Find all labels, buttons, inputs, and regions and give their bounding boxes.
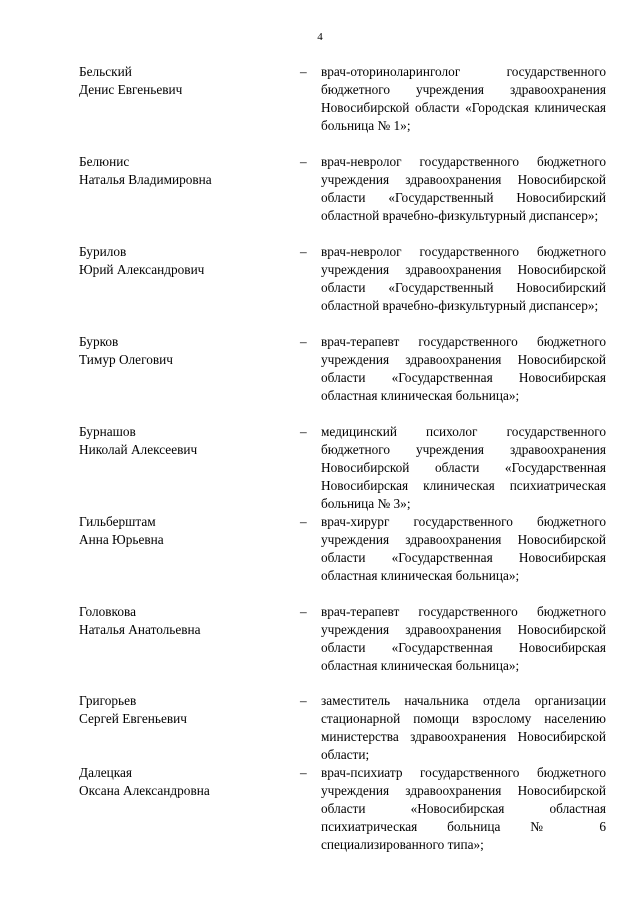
- position-description: врач-хирург государственного бюджетного учреждения здравоохранения Новосибирской области «Государственная Новосибирская областная клиническая больница»;: [321, 514, 606, 584]
- dash-separator: –: [300, 514, 307, 529]
- person-surname: Гильберштам: [79, 514, 156, 529]
- position-description: врач-терапевт государственного бюджетного учреждения здравоохранения Новосибирской области «Государственная Новосибирская областная клиническая больница»;: [321, 604, 606, 674]
- person-name: [79, 63, 279, 99]
- person-name: [79, 513, 279, 549]
- person-name: [79, 243, 279, 279]
- person-surname: Бельский: [79, 64, 132, 79]
- position-description: врач-терапевт государственного бюджетного учреждения здравоохранения Новосибирской области «Государственная Новосибирская областная клиническая больница»;: [321, 334, 606, 404]
- dash-separator: –: [300, 244, 307, 259]
- dash-separator: –: [300, 64, 307, 79]
- dash-separator: –: [300, 154, 307, 169]
- dash-separator: –: [300, 334, 307, 349]
- person-name: [79, 153, 279, 189]
- person-given-names: Тимур Олегович: [79, 352, 173, 368]
- position-description: медицинский психолог государственного бюджетного учреждения здравоохранения Новосибирской области «Государственная Новосибирская клиническая психиатрическая больница № 3»;: [321, 424, 606, 512]
- person-name: [79, 423, 279, 459]
- person-surname: Белюнис: [79, 154, 130, 169]
- member-list: [0, 63, 640, 854]
- person-name: [79, 603, 279, 639]
- position-description: врач-невролог государственного бюджетного учреждения здравоохранения Новосибирской области «Государственный Новосибирский областной врачебно-физкультурный диспансер»;: [321, 244, 606, 314]
- dash-separator: –: [300, 424, 307, 439]
- list-item: [0, 63, 640, 153]
- person-given-names: Наталья Владимировна: [79, 172, 212, 188]
- page-number: 4: [317, 31, 323, 43]
- person-given-names: Денис Евгеньевич: [79, 82, 183, 98]
- position-description: врач-оториноларинголог государственного бюджетного учреждения здравоохранения Новосибирской области «Городская клиническая больница № 1»;: [321, 64, 606, 134]
- person-surname: Бурнашов: [79, 424, 136, 439]
- person-given-names: Наталья Анатольевна: [79, 622, 201, 638]
- person-name: [79, 692, 279, 728]
- person-surname: Далецкая: [79, 765, 133, 780]
- list-item: [0, 692, 640, 764]
- person-surname: Григорьев: [79, 693, 137, 708]
- position-description: врач-психиатр государственного бюджетного учреждения здравоохранения Новосибирской области «Новосибирская областная психиатрическая больница № 6 специализированного типа»;: [321, 765, 606, 853]
- person-name: [79, 333, 279, 369]
- person-given-names: Сергей Евгеньевич: [79, 711, 187, 727]
- dash-separator: –: [300, 765, 307, 780]
- list-item: [0, 513, 640, 603]
- list-item: [0, 243, 640, 333]
- list-item: [0, 603, 640, 692]
- person-given-names: Юрий Александрович: [79, 262, 205, 278]
- list-item: [0, 423, 640, 513]
- person-surname: Бурилов: [79, 244, 127, 259]
- person-given-names: Николай Алексеевич: [79, 442, 198, 458]
- dash-separator: –: [300, 604, 307, 619]
- position-description: врач-невролог государственного бюджетного учреждения здравоохранения Новосибирской области «Государственный Новосибирский областной врачебно-физкультурный диспансер»;: [321, 154, 606, 224]
- person-given-names: Оксана Александровна: [79, 783, 210, 799]
- position-description: заместитель начальника отдела организации стационарной помощи взрослому населению министерства здравоохранения Новосибирской области;: [321, 693, 606, 763]
- dash-separator: –: [300, 693, 307, 708]
- list-item: [0, 333, 640, 423]
- person-surname: Головкова: [79, 604, 136, 619]
- person-surname: Бурков: [79, 334, 119, 349]
- person-name: [79, 764, 279, 800]
- list-item: [0, 764, 640, 854]
- list-item: [0, 153, 640, 243]
- person-given-names: Анна Юрьевна: [79, 532, 164, 548]
